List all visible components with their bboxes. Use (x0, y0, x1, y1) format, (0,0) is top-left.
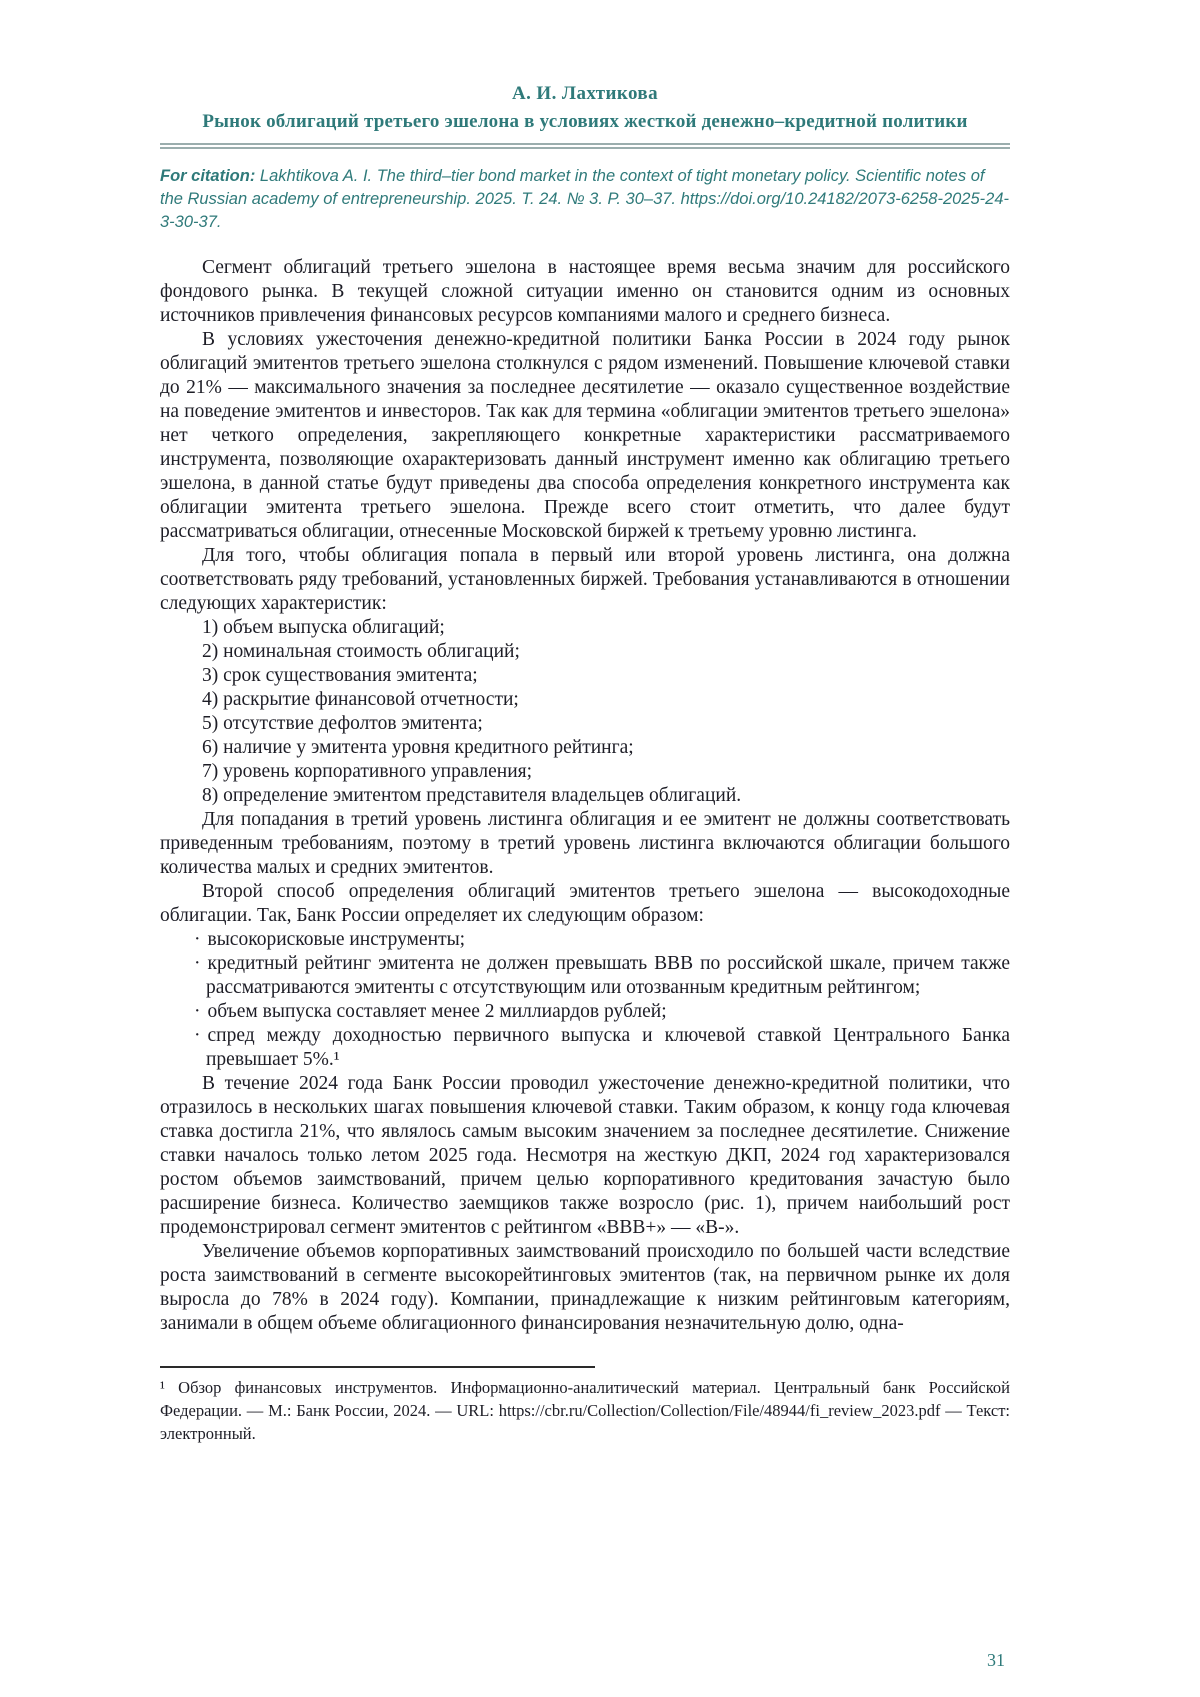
bullet-item: · кредитный рейтинг эмитента не должен превышать BBB по российской шкале, причем также рассматриваются эмитенты с отсутствующим или отозванным кредитным рейтингом; (160, 952, 1010, 1000)
citation-block (160, 165, 1010, 234)
header-divider (160, 143, 1010, 149)
paragraph-closing-2: Увеличение объемов корпоративных заимствований происходило по большей части вследствие роста заимствований в сегменте высокорейтинговых эмитентов (так, на первичном рынке их доля выросла до 78% в 2024 году). Компании, принадлежащие к низким рейтинговым категориям, занимали в общем объеме облигационного финансирования незначительную долю, одна- (160, 1241, 1010, 1334)
article-title: Рынок облигаций третьего эшелона в условиях жесткой денежно–кредитной политики (202, 111, 968, 132)
numbered-list (160, 616, 1010, 808)
numbered-item: 3) срок существования эмитента; (202, 665, 478, 686)
numbered-item: 5) отсутствие дефолтов эмитента; (202, 713, 483, 734)
numbered-item: 7) уровень корпоративного управления; (202, 761, 533, 782)
paragraph-intro-1: Сегмент облигаций третьего эшелона в настоящее время весьма значим для российского фондового рынка. В текущей сложной ситуации именно он становится одним из основных источников привлечения финансовых ресурсов компаниями малого и среднего бизнеса. (160, 257, 1010, 326)
article-body (160, 256, 1010, 1336)
paragraph-after-list: Для попадания в третий уровень листинга облигация и ее эмитент не должны соответствовать приведенным требованиям, поэтому в третий уровень листинга включаются облигации большого количества малых и средних эмитентов. (160, 809, 1010, 878)
bullet-item: · спред между доходностью первичного выпуска и ключевой ставкой Центрального Банка превышает 5%.¹ (160, 1024, 1010, 1072)
paragraph-second-method: Второй способ определения облигаций эмитентов третьего эшелона — высокодоходные облигации. Так, Банк России определяет их следующим образом: (160, 881, 1010, 926)
author-name: А. И. Лахтикова (512, 83, 658, 104)
numbered-item: 8) определение эмитентом представителя владельцев облигаций. (202, 785, 742, 806)
numbered-item: 1) объем выпуска облигаций; (202, 617, 445, 638)
footnote-divider (160, 1366, 595, 1368)
bullet-item: · высокорисковые инструменты; (160, 928, 1010, 952)
paragraph-closing-1: В течение 2024 года Банк России проводил ужесточение денежно-кредитной политики, что отразилось в нескольких шагах повышения ключевой ставки. Таким образом, к концу года ключевая ставка достигла 21%, что являлось самым высоким значением за последнее десятилетие. Снижение ставки началось только летом 2025 года. Несмотря на жесткую ДКП, 2024 год характеризовался ростом объемов заимствований, причем целью корпоративного кредитования зачастую было расширение бизнеса. Количество заемщиков также возросло (рис. 1), причем наибольший рост продемонстрировал сегмент эмитентов с рейтингом «BBB+» — «B-». (160, 1073, 1010, 1238)
paragraph-intro-2: В условиях ужесточения денежно-кредитной политики Банка России в 2024 году рынок облигаций эмитентов третьего эшелона столкнулся с рядом изменений. Повышение ключевой ставки до 21% — максимального значения за последнее десятилетие — оказало существенное воздействие на поведение эмитентов и инвесторов. Так как для термина «облигации эмитентов третьего эшелона» нет четкого определения, закрепляющего конкретные характеристики рассматриваемого инструмента, позволяющие охарактеризовать данный инструмент именно как облигацию третьего эшелона, в данной статье будут приведены два способа определения конкретного инструмента как облигации эмитента третьего эшелона. Прежде всего стоит отметить, что далее будут рассматриваться облигации, отнесенные Московской биржей к третьему уровню листинга. (160, 329, 1010, 542)
numbered-item: 2) номинальная стоимость облигаций; (202, 641, 520, 662)
citation-label: For citation: (160, 167, 256, 185)
page-header (160, 82, 1010, 149)
footnote-text: ¹ Обзор финансовых инструментов. Информационно-аналитический материал. Центральный банк Российской Федерации. — М.: Банк России, 2024. — URL: https://cbr.ru/Collection/Collection/File/48944/fi_review_2023.pdf — Текст: электронный. (160, 1378, 1010, 1443)
footnote-block (160, 1366, 1010, 1445)
numbered-item: 6) наличие у эмитента уровня кредитного рейтинга; (202, 737, 634, 758)
bullet-list (160, 928, 1010, 1072)
numbered-item: 4) раскрытие финансовой отчетности; (202, 689, 519, 710)
paragraph-intro-3: Для того, чтобы облигация попала в первый или второй уровень листинга, она должна соответствовать ряду требований, установленных биржей. Требования устанавливаются в отношении следующих характеристик: (160, 545, 1010, 614)
bullet-item: · объем выпуска составляет менее 2 миллиардов рублей; (160, 1000, 1010, 1024)
page-number: 31 (987, 1650, 1005, 1670)
citation-text: Lakhtikova A. I. The third–tier bond market in the context of tight monetary policy. Scientific notes of the Russian academy of entrepreneurship. 2025. Т. 24. № 3. P. 30–37. https://doi.org/10.24182/2073-6258-2025-24-3-30-37. (160, 167, 1010, 231)
